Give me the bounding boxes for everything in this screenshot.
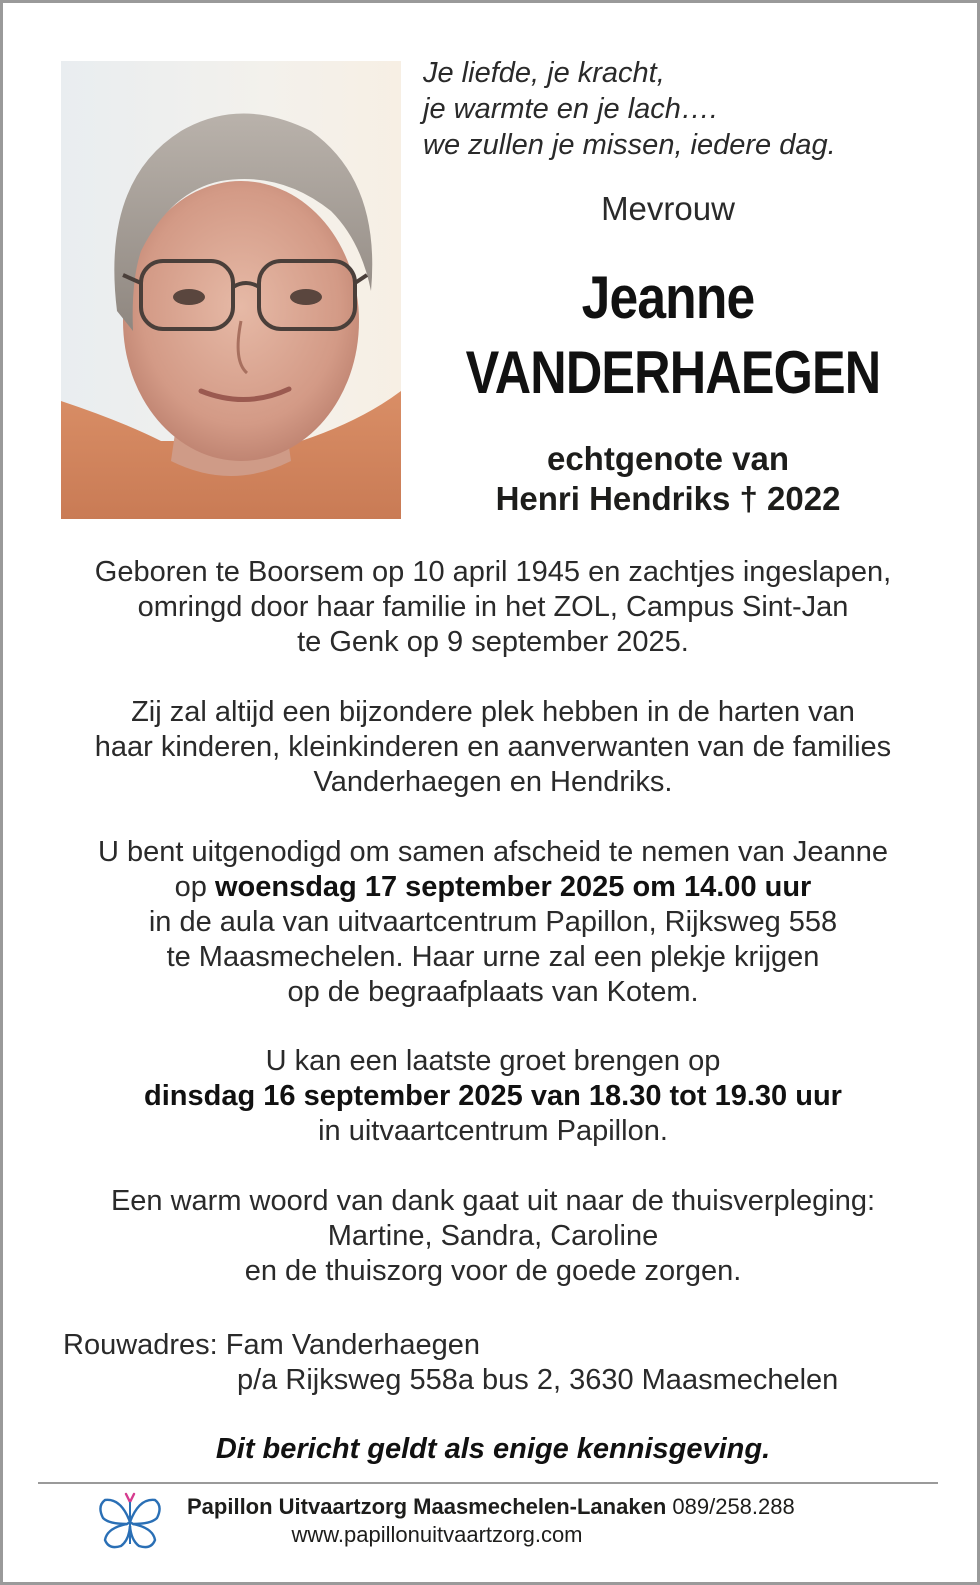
last-name: VANDERHAEGEN	[465, 339, 881, 406]
company-name: Papillon Uitvaartzorg Maasmechelen-Lanaken	[187, 1494, 667, 1519]
poem-line: we zullen je missen, iedere dag.	[423, 129, 836, 161]
paragraph-line: te Genk op 9 september 2025.	[297, 626, 689, 658]
paragraph-line: haar kinderen, kleinkinderen en aanverwanten van de families	[94, 731, 892, 763]
first-name: Jeanne	[581, 264, 755, 331]
birth-paragraph	[33, 555, 953, 660]
paragraph-line: omringd door haar familie in het ZOL, Campus Sint-Jan	[137, 591, 849, 623]
paragraph-line: te Maasmechelen. Haar urne zal een plekje krijgen	[166, 941, 820, 973]
spouse-line-2: Henri Hendriks † 2022	[495, 480, 841, 517]
paragraph-line: in de aula van uitvaartcentrum Papillon, Rijksweg 558	[148, 906, 838, 938]
paragraph-line: Vanderhaegen en Hendriks.	[313, 766, 673, 798]
paragraph-line: Geboren te Boorsem op 10 april 1945 en zachtjes ingeslapen,	[94, 556, 892, 588]
butterfly-logo-icon	[97, 1492, 163, 1552]
paragraph-line: op de begraafplaats van Kotem.	[287, 976, 699, 1008]
ceremony-date: woensdag 17 september 2025 om 14.00 uur	[214, 871, 812, 903]
ceremony-paragraph	[33, 835, 953, 1010]
visitation-date: dinsdag 16 september 2025 van 18.30 tot 19.30 uur	[144, 1080, 842, 1112]
paragraph-line: in uitvaartcentrum Papillon.	[318, 1115, 668, 1147]
honorific: Mevrouw	[601, 190, 735, 227]
spouse-info	[403, 439, 933, 519]
family-paragraph	[33, 695, 953, 800]
footer-company-line	[187, 1493, 795, 1521]
poem-line: je warmte en je lach….	[423, 93, 718, 125]
mourning-address-line: p/a Rijksweg 558a bus 2, 3630 Maasmechelen	[237, 1364, 839, 1396]
thanks-paragraph	[33, 1184, 953, 1289]
spouse-line-1: echtgenote van	[546, 440, 790, 477]
paragraph-line: Zij zal altijd een bijzondere plek hebben in de harten van	[131, 696, 855, 728]
paragraph-line: en de thuiszorg voor de goede zorgen.	[244, 1255, 742, 1287]
mourning-address-label: Rouwadres: Fam Vanderhaegen	[63, 1329, 480, 1361]
portrait-photo	[61, 61, 401, 519]
paragraph-line: Een warm woord van dank gaat uit naar de thuisverpleging:	[110, 1185, 876, 1217]
portrait-image	[61, 61, 401, 519]
company-website[interactable]: www.papillonuitvaartzorg.com	[291, 1522, 583, 1547]
paragraph-line: U kan een laatste groet brengen op	[265, 1045, 721, 1077]
ceremony-date-line	[33, 870, 953, 905]
paragraph-line: U bent uitgenodigd om samen afscheid te nemen van Jeanne	[98, 836, 888, 868]
notice: Dit bericht geldt als enige kennisgeving.	[215, 1433, 771, 1465]
poem-line: Je liefde, je kracht,	[423, 57, 665, 89]
visitation-date-line	[33, 1079, 953, 1114]
ceremony-prefix: op	[174, 871, 215, 903]
visitation-paragraph	[33, 1044, 953, 1149]
company-phone[interactable]: 089/258.288	[672, 1494, 795, 1519]
footer-divider	[38, 1482, 938, 1484]
poem	[423, 55, 943, 163]
paragraph-line: Martine, Sandra, Caroline	[327, 1220, 659, 1252]
